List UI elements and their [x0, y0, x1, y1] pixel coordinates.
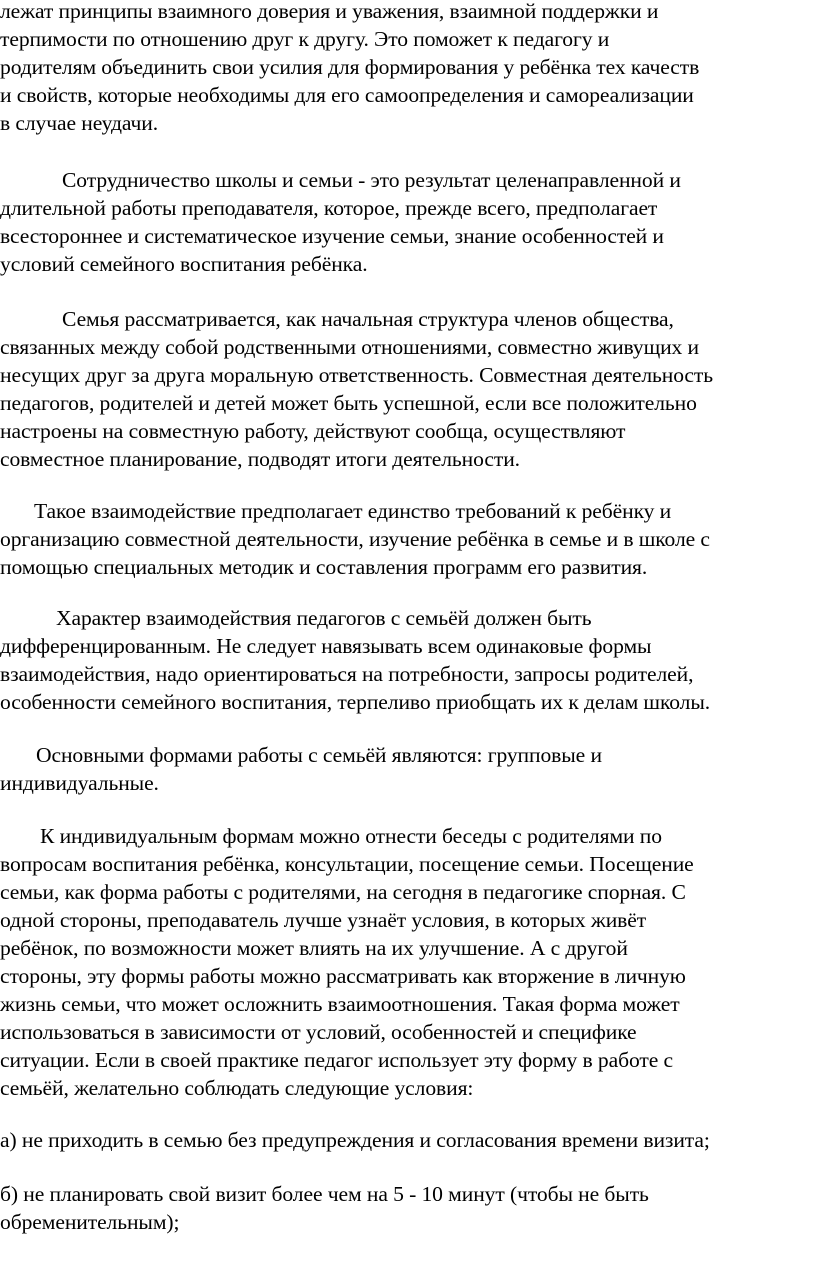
text-line: дифференцированным. Не следует навязывать всем одинаковые формы	[0, 634, 652, 658]
paragraph-character	[0, 604, 814, 716]
text-line: вопросам воспитания ребёнка, консультации, посещение семьи. Посещение	[0, 852, 694, 876]
text-line: одной стороны, преподаватель лучше узнаёт условия, в которых живёт	[0, 908, 647, 932]
text-line: лежат принципы взаимного доверия и уважения, взаимной поддержки и	[0, 0, 659, 23]
list-item-condition-b	[0, 1180, 814, 1236]
paragraph-interaction	[0, 497, 814, 581]
text-line: всестороннее и систематическое изучение семьи, знание особенностей и	[0, 224, 664, 248]
text-line: К индивидуальным формам можно отнести беседы с родителями по	[40, 824, 662, 848]
paragraph-individual-forms	[0, 822, 814, 1102]
text-line: Основными формами работы с семьёй являются: групповые и	[36, 743, 602, 767]
text-line: длительной работы преподавателя, которое, прежде всего, предполагает	[0, 196, 658, 220]
paragraph-principles	[0, 0, 814, 137]
text-line: организацию совместной деятельности, изучение ребёнка в семье и в школе с	[0, 527, 710, 551]
text-line: настроены на совместную работу, действуют сообща, осуществляют	[0, 419, 626, 443]
text-line: стороны, эту формы работы можно рассматривать как вторжение в личную	[0, 964, 686, 988]
text-line: а) не приходить в семью без предупреждения и согласования времени визита;	[0, 1128, 710, 1152]
text-line: несущих друг за друга моральную ответственность. Совместная деятельность	[0, 363, 713, 387]
text-line: обременительным);	[0, 1210, 180, 1234]
text-line: взаимодействия, надо ориентироваться на потребности, запросы родителей,	[0, 662, 694, 686]
list-item-condition-a	[0, 1126, 814, 1154]
text-line: родителям объединить свои усилия для формирования у ребёнка тех качеств	[0, 55, 700, 79]
text-line: Сотрудничество школы и семьи - это результат целенаправленной и	[62, 168, 681, 192]
text-line: жизнь семьи, что может осложнить взаимоотношения. Такая форма может	[0, 992, 680, 1016]
text-line: педагогов, родителей и детей может быть успешной, если все положительно	[0, 391, 697, 415]
text-line: ребёнок, по возможности может влиять на их улучшение. А с другой	[0, 936, 628, 960]
text-line: особенности семейного воспитания, терпеливо приобщать их к делам школы.	[0, 690, 711, 714]
text-line: и свойств, которые необходимы для его самоопределения и самореализации	[0, 83, 694, 107]
text-line: условий семейного воспитания ребёнка.	[0, 252, 368, 276]
text-line: связанных между собой родственными отношениями, совместно живущих и	[0, 335, 700, 359]
paragraph-forms	[0, 741, 814, 797]
text-line: использоваться в зависимости от условий, особенностей и специфике	[0, 1020, 637, 1044]
text-line: Такое взаимодействие предполагает единство требований к ребёнку и	[34, 499, 672, 523]
text-line: семьи, как форма работы с родителями, на сегодня в педагогике спорная. С	[0, 880, 686, 904]
text-line: ситуации. Если в своей практике педагог использует эту форму в работе с	[0, 1048, 674, 1072]
text-line: помощью специальных методик и составления программ его развития.	[0, 555, 648, 579]
text-line: Характер взаимодействия педагогов с семьёй должен быть	[56, 606, 592, 630]
text-line: семьёй, желательно соблюдать следующие условия:	[0, 1076, 474, 1100]
paragraph-cooperation	[0, 166, 814, 278]
text-line: индивидуальные.	[0, 771, 159, 795]
text-line: Семья рассматривается, как начальная структура членов общества,	[62, 307, 674, 331]
text-line: в случае неудачи.	[0, 111, 159, 135]
paragraph-family	[0, 305, 814, 473]
text-line: терпимости по отношению друг к другу. Это поможет к педагогу и	[0, 27, 610, 51]
text-line: совместное планирование, подводят итоги деятельности.	[0, 447, 520, 471]
text-line: б) не планировать свой визит более чем на 5 - 10 минут (чтобы не быть	[0, 1182, 649, 1206]
